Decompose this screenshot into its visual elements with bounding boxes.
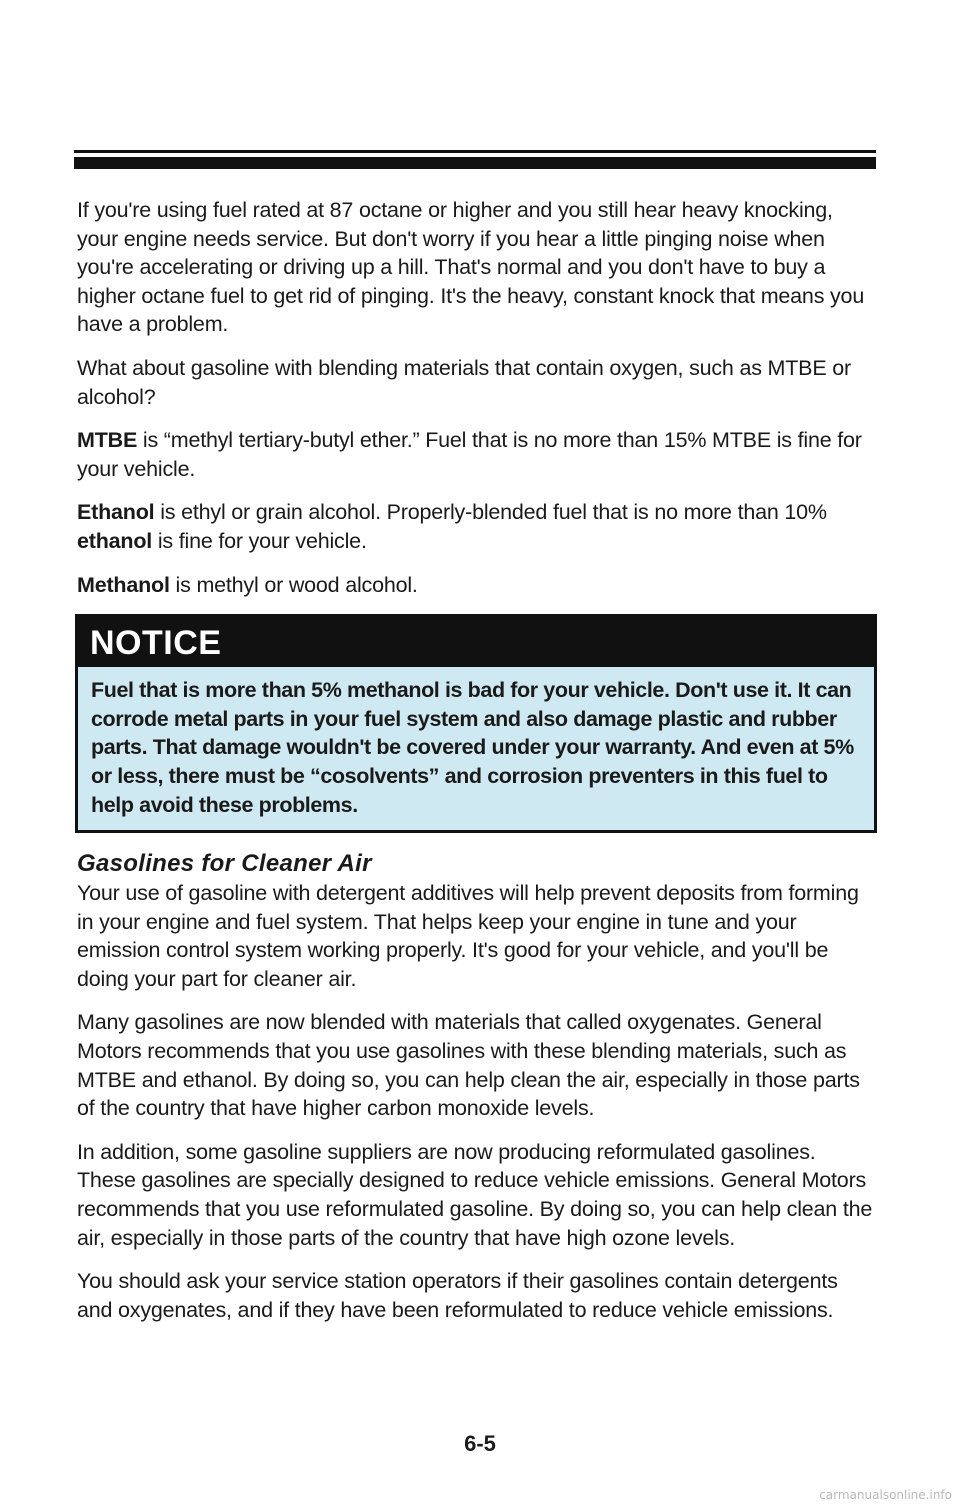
paragraph-ethanol [77,498,877,555]
ethanol-term: Ethanol [77,500,155,525]
methanol-text: is methyl or wood alcohol. [169,572,418,597]
methanol-term: Methanol [77,572,170,597]
notice-text-start: Fuel that is more than 5% [91,678,348,703]
paragraph-mtbe [77,426,877,483]
section-paragraph-ask-operators: You should ask your service station operators if their gasolines contain detergents and oxygenates, and if they have been reformulated to reduce vehicle emissions. [77,1269,838,1322]
notice-text [78,667,874,830]
paragraph-oxygen-blends: What about gasoline with blending materials that contain oxygen, such as MTBE or alcohol? [77,355,851,409]
page-number: 6-5 [464,1431,496,1456]
section-paragraph-detergents: Your use of gasoline with detergent additives will help prevent deposits from forming in your engine and fuel system. That helps keep your engine in tune and your emission control system working properly. It's good for your vehicle, and you'll be doing your part for cleaner air. [77,881,859,991]
paragraph-methanol [77,571,877,600]
header-rule-thin [74,150,876,153]
notice-heading: NOTICE [78,617,874,667]
page-content [77,196,877,1339]
mtbe-text: is “methyl tertiary-butyl ether.” Fuel that is no more than 15% MTBE is fine for your vehicle. [77,428,862,481]
mtbe-term: MTBE [77,428,138,453]
ethanol-text: is ethyl or grain alcohol. Properly-blended fuel that is no more than 10% [154,500,827,525]
section-paragraph-oxygenates: Many gasolines are now blended with materials that called oxygenates. General Motors recommends that you use gasolines with these blending materials, such as MTBE and ethanol. By doing so, you can help clean the air, especially in those parts of the country that have higher carbon monoxide levels. [77,1010,860,1121]
paragraph-knocking: If you're using fuel rated at 87 octane or higher and you still hear heavy knocking, your engine needs service. But don't worry if you hear a little pinging noise when you're accelerating or driving up a hill. That's normal and you don't have to buy a higher octane fuel to get rid of pinging. It's the heavy, constant knock that means you have a problem. [77,198,865,337]
notice-methanol-term: methanol [347,678,440,703]
ethanol-term-inline: ethanol [77,528,153,553]
notice-text-rest: is bad for your vehicle. Don't use it. It can corrode metal parts in your fuel system and also damage plastic and rubber parts. That damage wouldn't be covered under your warranty. And even at 5% or less, there must be “cosolvents” and corrosion preventers in this fuel to help avoid these problems. [91,678,854,817]
section-heading: Gasolines for Cleaner Air [77,850,372,878]
section-paragraph-reformulated: In addition, some gasoline suppliers are now producing reformulated gasolines. These gasolines are specially designed to reduce vehicle emissions. General Motors recommends that you use reformulated gasoline. By doing so, you can help clean the air, especially in those parts of the country that have high ozone levels. [77,1139,873,1250]
notice-box [75,614,877,833]
watermark: carmanualsonline.info [819,1488,952,1502]
ethanol-text-end: is fine for your vehicle. [152,528,367,553]
header-rule [74,157,876,169]
